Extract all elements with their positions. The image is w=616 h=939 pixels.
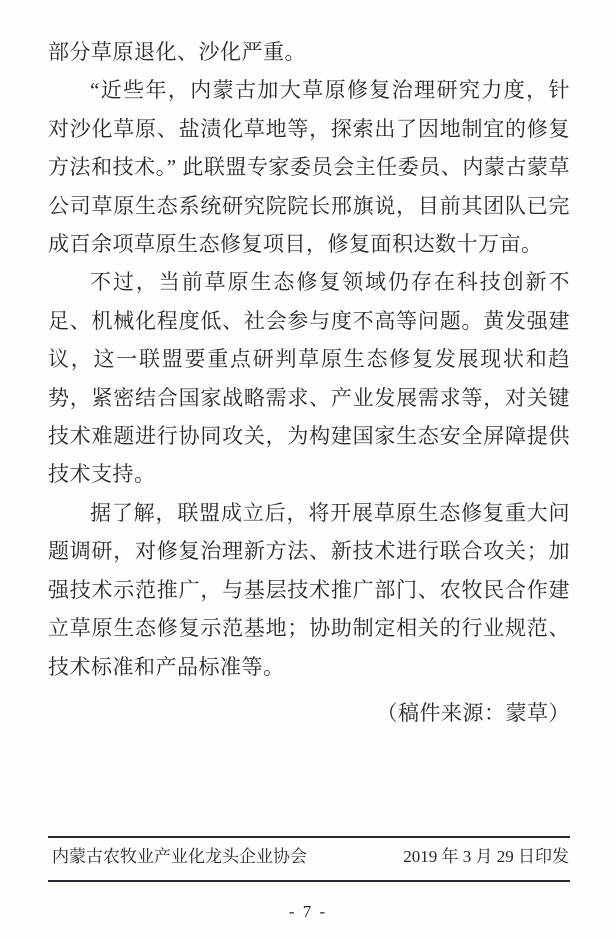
body-paragraph-4: 据了解，联盟成立后，将开展草原生态修复重大问题调研，对修复治理新方法、新技术进行联合攻关；加强技术示范推广，与基层技术推广部门、农牧民合作建立草原生态修复示范基地；协助制定相关的行业规范、技术标准和产品标准等。 xyxy=(48,500,570,679)
body-paragraph-2: “近些年，内蒙古加大草原修复治理研究力度，针对沙化草原、盐渍化草地等，探索出了因地制宜的修复方法和技术。” 此联盟专家委员会主任委员、内蒙古蒙草公司草原生态系统研究院院长邢旗说，目前其团队已完成百余项草原生态修复项目，修复面积达数十万亩。 xyxy=(48,78,570,257)
footer-print-date: 2019 年 3 月 29 日印发 xyxy=(403,847,569,866)
footer-organization: 内蒙古农牧业产业化龙头企业协会 xyxy=(52,847,307,866)
body-text xyxy=(48,33,570,732)
source-attribution: （稿件来源：蒙草） xyxy=(376,700,570,725)
body-paragraph-1: 部分草原退化、沙化严重。 xyxy=(48,40,306,64)
footer xyxy=(48,836,570,882)
page-number: - 7 - xyxy=(288,902,328,921)
body-paragraph-3: 不过，当前草原生态修复领域仍存在科技创新不足、机械化程度低、社会参与度不高等问题。黄发强建议，这一联盟要重点研判草原生态修复发展现状和趋势，紧密结合国家战略需求、产业发展需求等，对关键技术难题进行协同攻关，为构建国家生态安全屏障提供技术支持。 xyxy=(48,270,570,487)
